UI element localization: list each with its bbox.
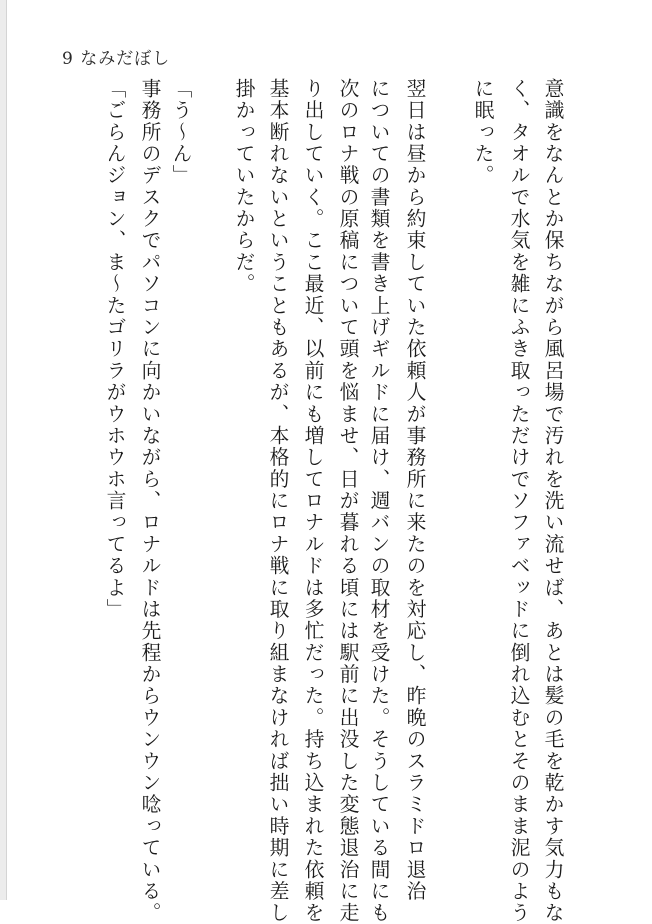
text-line-8: り出していく。ここ最近、以前にも増してロナルドは多忙だった。持ち込まれた依頼を <box>301 78 324 924</box>
text-line-10: 掛かっていたからだ。 <box>232 78 255 295</box>
text-line-13: 事務所のデスクでパソコンに向かいながら、ロナルドは先程からウンウン唸っている。 <box>138 78 161 924</box>
text-line-6: についての書類を書き上げギルドに届け、週バンの取材を受けた。そうしている間にも <box>367 78 390 924</box>
text-line-5: 翌日は昼から約束していた依頼人が事務所に来たのを対応し、昨晩のスラミドロ退治 <box>403 78 426 903</box>
text-line-7: 次のロナ戦の原稿について頭を悩ませ、日が暮れる頃には駅前に出没した変態退治に走 <box>336 78 359 924</box>
text-line-2: く、タオルで水気を雑にふき取っただけでソファベッドに倒れ込むとそのまま泥のよう <box>507 78 530 924</box>
running-head-chapter-title: 9 なみだぼし <box>62 49 171 69</box>
text-line-12: 「う〜ん」 <box>169 78 192 187</box>
page-edge <box>0 0 7 900</box>
text-line-3: に眠った。 <box>471 78 494 187</box>
text-line-9: 基本断れないということもあるが、本格的にロナ戦に取り組まなければ拙い時期に差し <box>266 78 289 924</box>
text-line-1: 意識をなんとか保ちながら風呂場で汚れを洗い流せば、あとは髪の毛を乾かす気力もな <box>541 78 564 924</box>
text-line-14: 「ごらんジョン、ま〜たゴリラがウホウホ言ってるよ」 <box>103 78 126 621</box>
